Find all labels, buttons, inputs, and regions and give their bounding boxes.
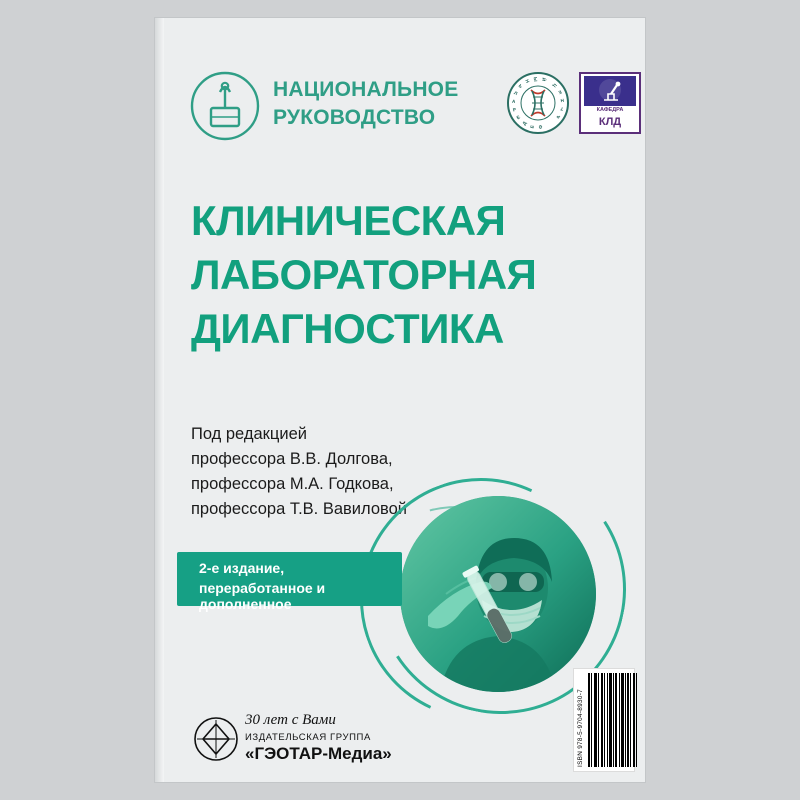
- series-title: НАЦИОНАЛЬНОЕ РУКОВОДСТВО: [273, 78, 459, 129]
- lab-medicine-seal: [507, 72, 569, 134]
- geotar-logo-icon: [193, 716, 239, 762]
- cover-header: [189, 66, 624, 152]
- kld-label-small: КАФЕДРА: [596, 107, 624, 113]
- publisher-prefix: ИЗДАТЕЛЬСКАЯ ГРУППА: [245, 732, 371, 743]
- isbn-text: ISBN 978-5-9704-8930-7: [577, 688, 584, 767]
- dna-flask-icon: [518, 83, 558, 123]
- title-line-3: ДИАГНОСТИКА: [191, 305, 504, 352]
- seal-ring-text: Ф Е Д Е Р А Л Ь Н Ы Й Ц Е Н Т Р: [511, 76, 565, 130]
- editors-line-4: профессора Т.В. Вавиловой: [191, 500, 407, 518]
- title-line-2: ЛАБОРАТОРНАЯ: [191, 251, 537, 298]
- edition-line-1: 2-е издание,: [199, 560, 285, 576]
- publisher-name: «ГЭОТАР-Медиа»: [245, 744, 392, 763]
- editors-line-2: профессора В.В. Долгова,: [191, 450, 393, 468]
- microscope-icon: [584, 76, 636, 106]
- kld-label-big: КЛД: [598, 116, 622, 128]
- lab-scientist-photo: [400, 496, 596, 692]
- book-spine: [155, 18, 164, 782]
- publisher-block: [189, 708, 419, 770]
- edition-line-2: переработанное и дополненное: [199, 580, 326, 612]
- title-line-1: КЛИНИЧЕСКАЯ: [191, 197, 506, 244]
- barcode-bars: [588, 673, 631, 767]
- edition-ribbon: [177, 552, 402, 612]
- book-title: [191, 194, 621, 356]
- isbn-barcode: [573, 668, 635, 772]
- anniversary-text: 30 лет с Вами: [245, 712, 336, 728]
- kld-department-seal: [579, 72, 641, 134]
- editors-line-1: Под редакцией: [191, 425, 307, 443]
- book-pen-emblem-icon: [189, 70, 261, 142]
- book-cover: [155, 18, 645, 782]
- editors-line-3: профессора М.А. Годкова,: [191, 475, 394, 493]
